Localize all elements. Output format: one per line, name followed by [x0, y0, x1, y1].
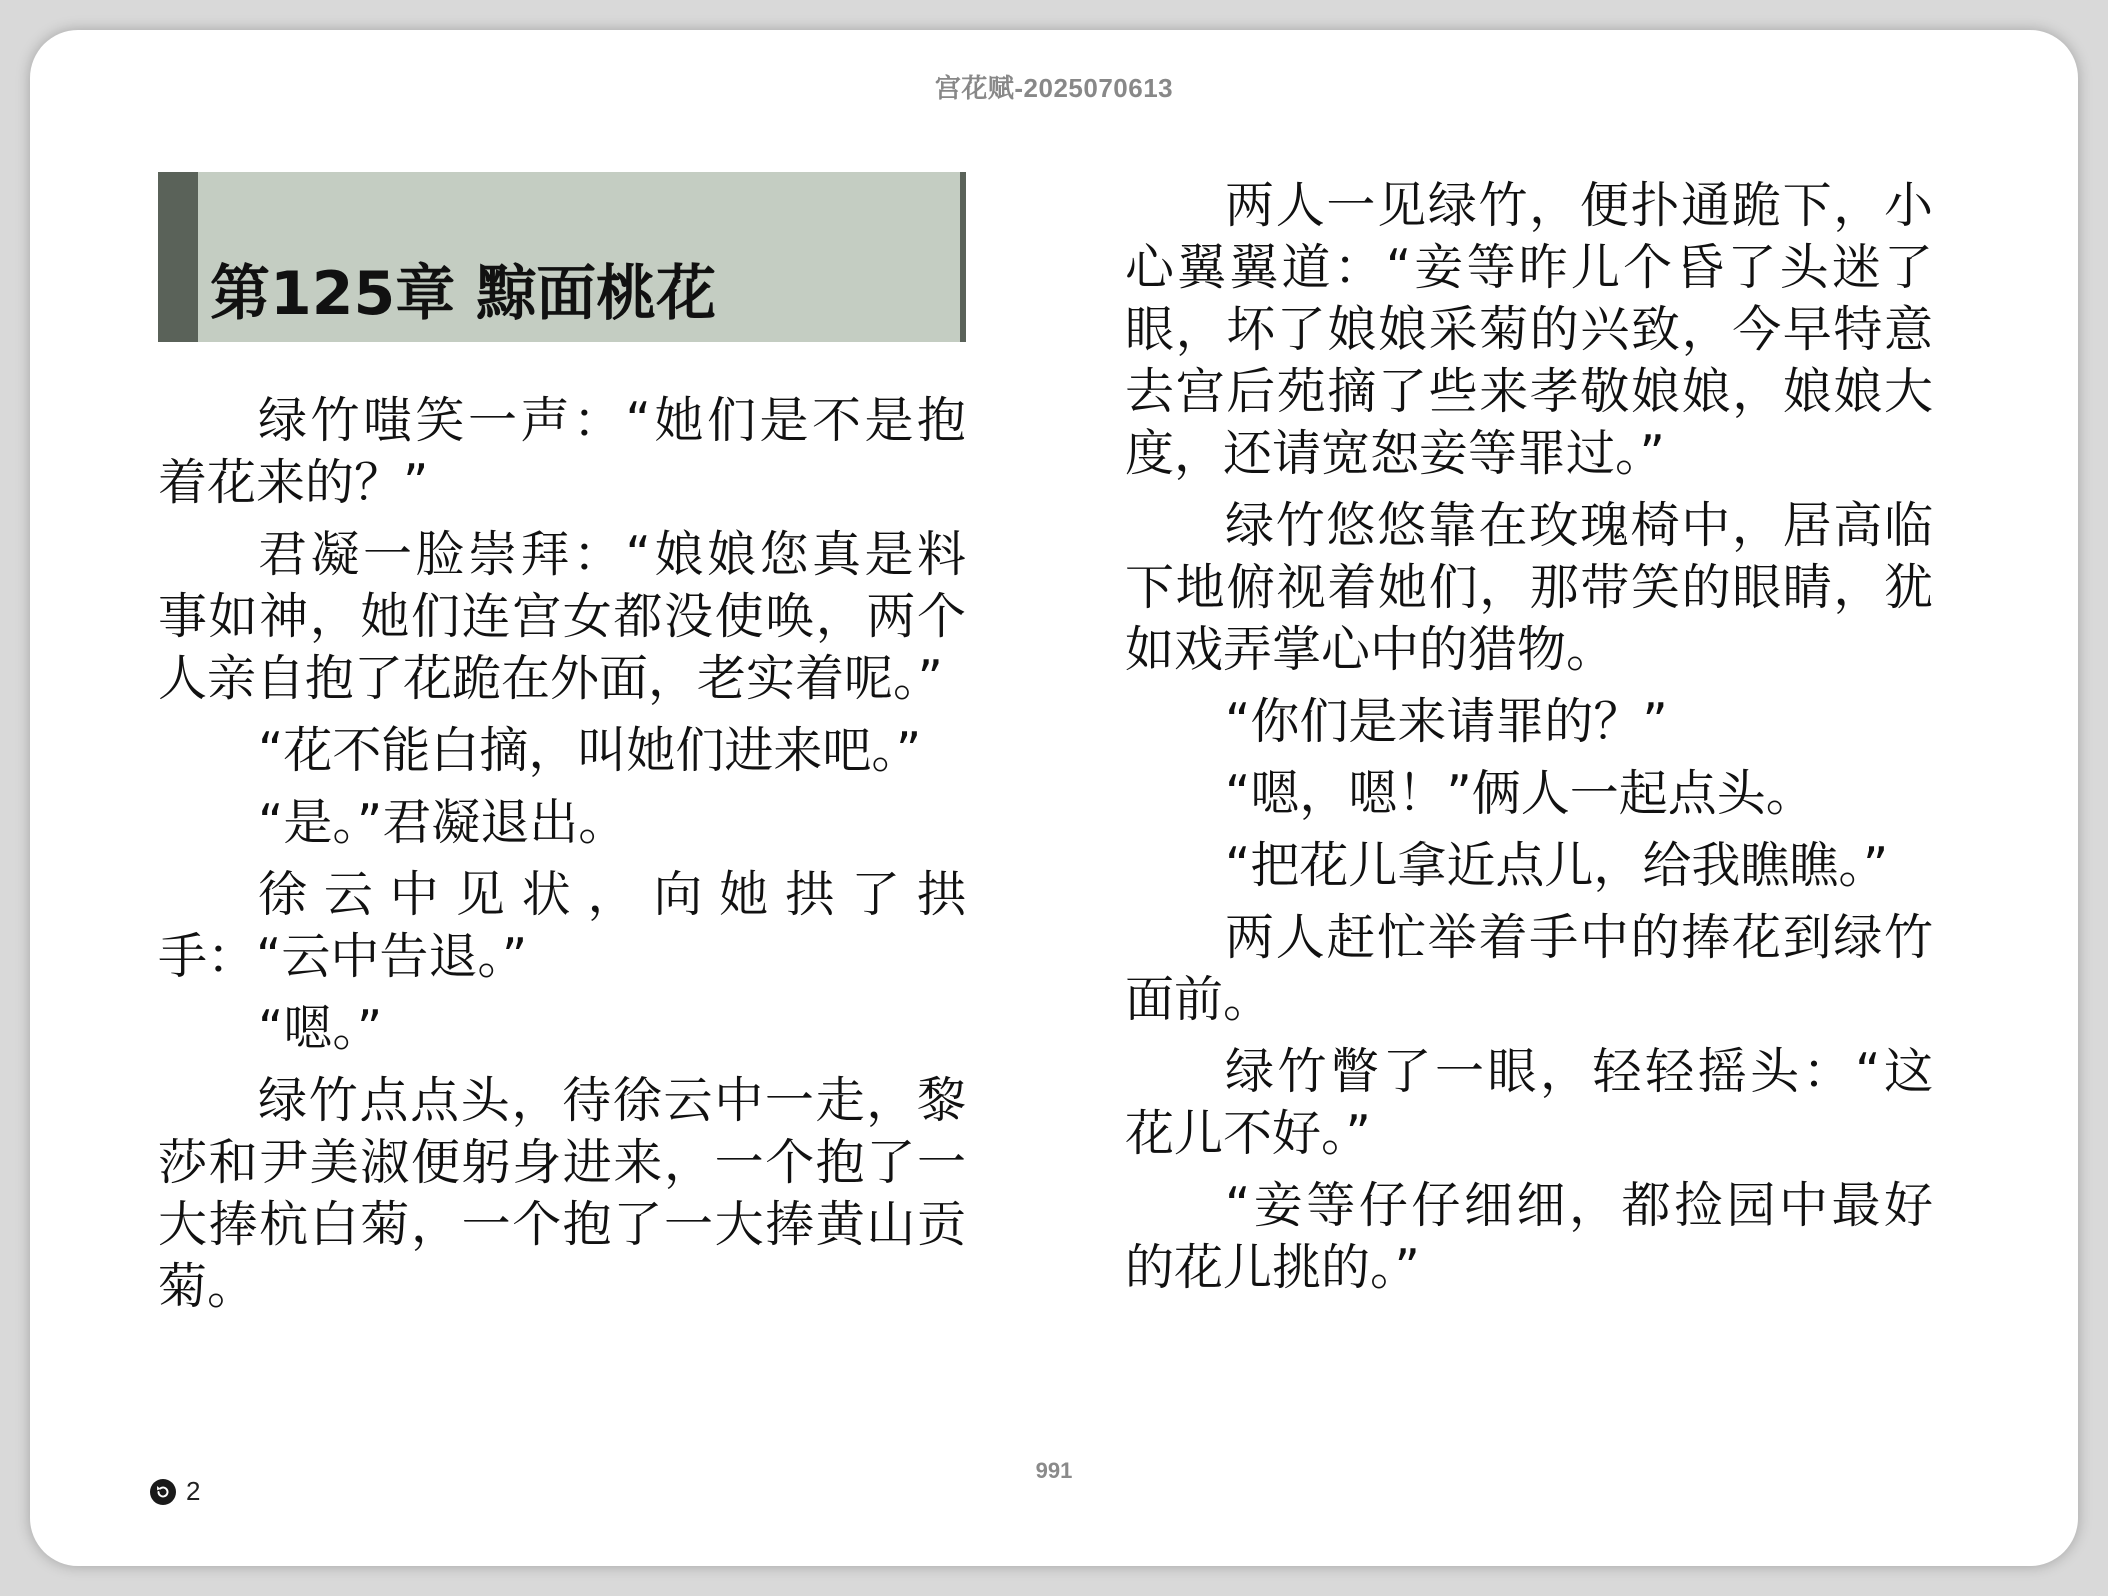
page-number: 991	[1035, 1458, 1073, 1483]
paragraph: “花不能白摘，叫她们进来吧。”	[258, 722, 922, 779]
left-page-column	[158, 172, 966, 1328]
paragraph: 君凝一脸崇拜：“娘娘您真是料事如神，她们连宫女都没使唤，两个人亲自抱了花跪在外面，老实着呢。”	[158, 526, 966, 707]
chapter-title: 第125章 黥面桃花	[210, 259, 717, 329]
paragraph: 两人赶忙举着手中的捧花到绿竹面前。	[1125, 909, 1933, 1028]
paragraph: 绿竹点点头，待徐云中一走，黎莎和尹美淑便躬身进来，一个抱了一大捧杭白菊，一个抱了一大捧黄山贡菊。	[158, 1072, 966, 1315]
paragraph: “嗯。”	[258, 1000, 383, 1057]
history-count: 2	[186, 1476, 201, 1506]
paragraph: 绿竹悠悠靠在玫瑰椅中，居高临下地俯视着她们，那带笑的眼睛，犹如戏弄掌心中的猎物。	[1125, 497, 1933, 678]
paragraph: 两人一见绿竹，便扑通跪下，小心翼翼道：“妾等昨儿个昏了头迷了眼，坏了娘娘采菊的兴致，今早特意去宫后苑摘了些来孝敬娘娘，娘娘大度，还请宽恕妾等罪过。”	[1125, 177, 1933, 482]
back-history-button[interactable]	[150, 1476, 200, 1507]
right-page-column	[1125, 175, 1933, 1309]
paragraph: “你们是来请罪的？”	[1225, 693, 1668, 750]
paragraph: 绿竹嗤笑一声：“她们是不是抱着花来的？”	[158, 392, 966, 511]
back-history-icon	[150, 1479, 176, 1505]
paragraph: “嗯，嗯！”俩人一起点头。	[1225, 765, 1815, 822]
book-title: 宫花赋-2025070613	[934, 73, 1174, 103]
paragraph: 徐云中见状，向她拱了拱手：“云中告退。”	[158, 866, 966, 985]
paragraph: “妾等仔仔细细，都捡园中最好的花儿挑的。”	[1125, 1177, 1933, 1296]
chapter-banner	[158, 172, 966, 342]
paragraph: “是。”君凝退出。	[258, 794, 628, 851]
paragraph: “把花儿拿近点儿，给我瞧瞧。”	[1225, 837, 1889, 894]
reader-window	[30, 30, 2078, 1566]
paragraph: 绿竹瞥了一眼，轻轻摇头：“这花儿不好。”	[1125, 1043, 1933, 1162]
